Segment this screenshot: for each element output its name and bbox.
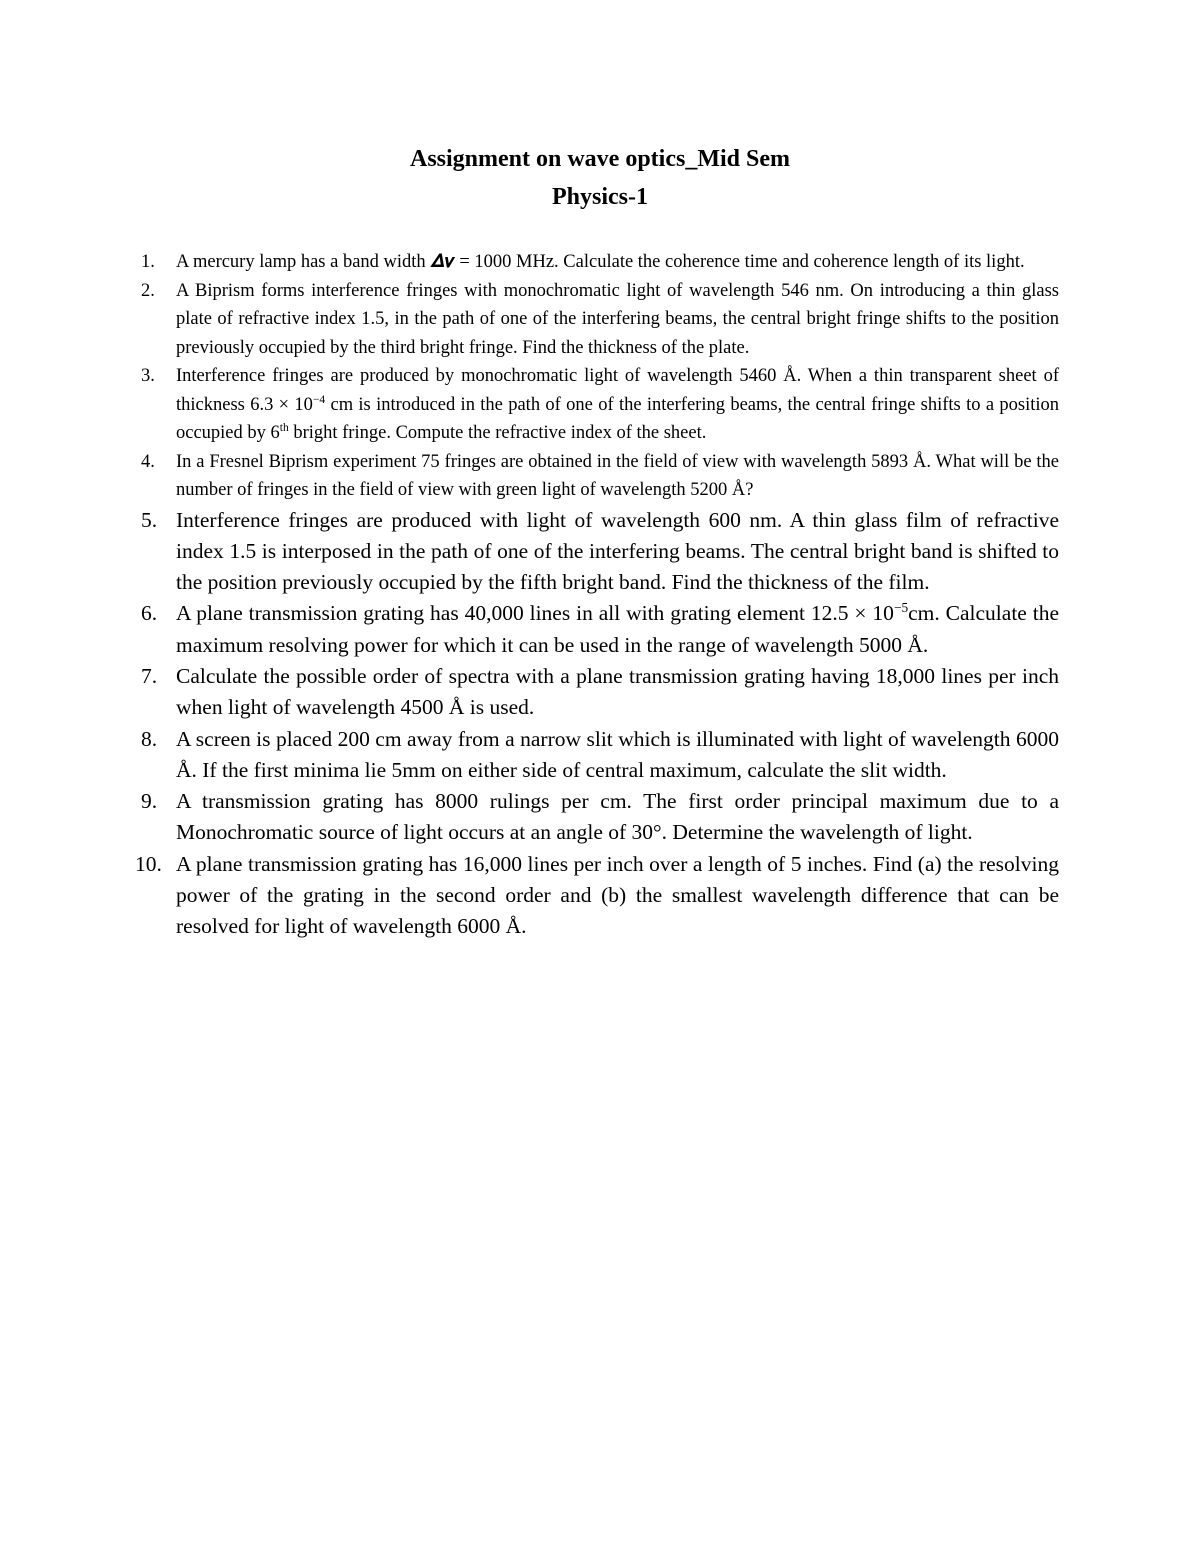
question-item [135,661,1059,724]
question-number: 2. [141,280,155,301]
question-number: 3. [141,366,155,386]
question-text: A transmission grating has 8000 rulings per cm. The first order principal maximum due to a Monochromatic source of light occurs at an angle of 30°. Determine the wavelength of light. [176,789,1059,845]
question-text: bright fringe. Compute the refractive index of the sheet. [288,423,707,443]
question-number: 5. [141,507,158,532]
question-text: A plane transmission grating has 16,000 lines per inch over a length of 5 inches. Find (a) the resolving power of the grating in the second order and (b) the smallest wavelength difference that can be resolved for light of wavelength 6000 Å. [176,851,1059,939]
question-item [135,849,1059,943]
question-item [135,598,1059,661]
question-number: 4. [141,451,155,472]
question-text: A mercury lamp has a band width 𝜟𝝂 = 1000 MHz. Calculate the coherence time and coherence length of its light. [176,252,1025,272]
question-text: A screen is placed 200 cm away from a narrow slit which is illuminated with light of wavelength 6000 Å. If the first minima lie 5mm on either side of central maximum, calculate the slit width. [176,726,1059,782]
superscript: th [279,422,289,435]
superscript: −5 [893,600,909,616]
question-item [135,248,1059,277]
question-text: Interference fringes are produced by monochromatic light of wavelength 5460 Å. When a thin transparent sheet of thickness 6.3 × 10 [176,366,1059,415]
question-item [135,362,1059,448]
question-item [135,786,1059,849]
document-title: Assignment on wave optics_Mid Sem [409,146,790,172]
question-text: Calculate the possible order of spectra with a plane transmission grating having 18,000 lines per inch when light of wavelength 4500 Å is used. [176,663,1059,720]
superscript: −4 [312,393,326,406]
question-text: cm is introduced in the path of one of the interfering beams, the central fringe shifts to a position occupied by 6 [176,394,1059,443]
question-text: A plane transmission grating has 40,000 lines in all with grating element 12.5 × 10 [176,601,894,626]
question-text: A Biprism forms interference fringes with monochromatic light of wavelength 546 nm. On introducing a thin glass plate of refractive index 1.5, in the path of one of the interfering beams, the central bright fringe shifts to the position previously occupied by the third bright fringe. Find the thickness of the plate. [176,280,1059,358]
question-text: cm. Calculate the maximum resolving power for which it can be used in the range of wavelength 5000 Å. [176,601,1059,657]
question-item [135,724,1059,787]
title-block [0,140,1200,216]
question-text: Interference fringes are produced with light of wavelength 600 nm. A thin glass film of refractive index 1.5 is interposed in the path of one of the interfering beams. The central bright band is shifted to the position previously occupied by the fifth bright band. Find the thickness of the film. [176,507,1059,595]
question-number: 1. [141,252,155,272]
question-text: In a Fresnel Biprism experiment 75 fringes are obtained in the field of view with wavelength 5893 Å. What will be the number of fringes in the field of view with green light of wavelength 5200 Å? [176,451,1059,500]
question-item [135,448,1059,505]
question-number: 7. [141,663,158,688]
question-number: 10. [135,851,162,876]
question-item [135,505,1059,599]
document-subtitle: Physics-1 [552,184,648,210]
question-list [135,248,1059,943]
question-number: 6. [141,601,158,626]
question-number: 9. [141,789,158,814]
question-item [135,277,1059,363]
question-number: 8. [141,726,158,751]
